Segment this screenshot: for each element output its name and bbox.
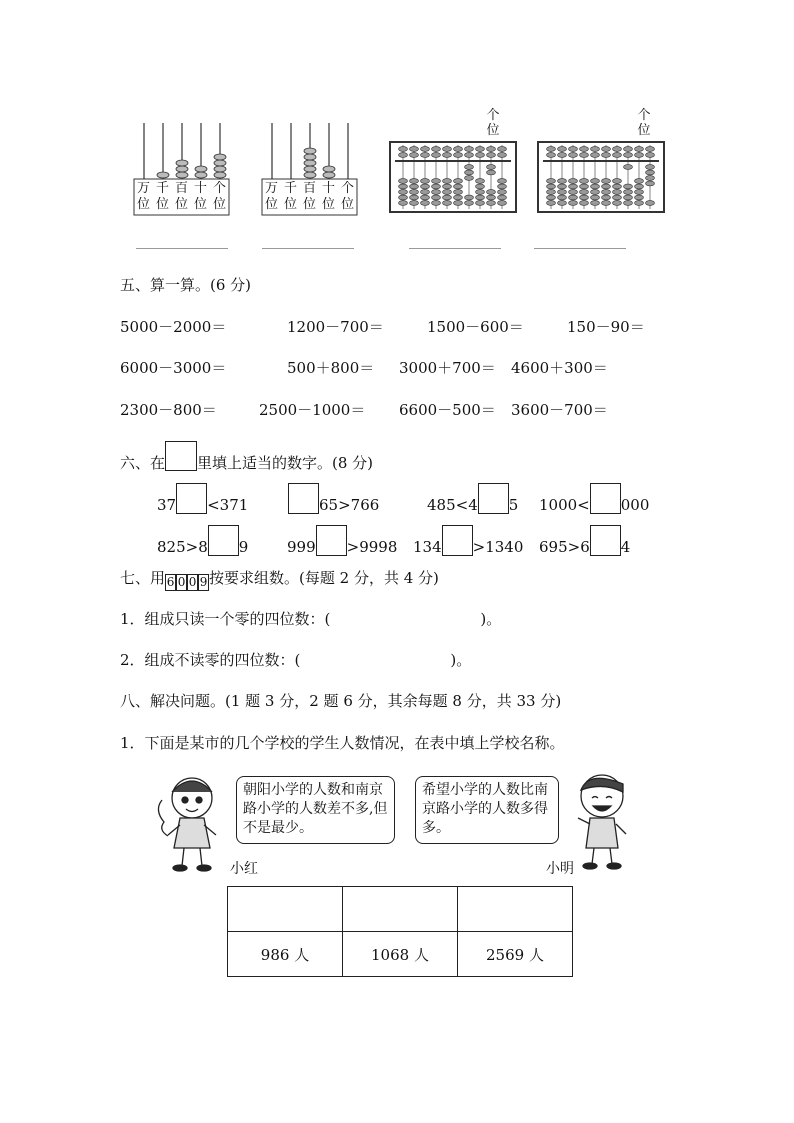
- count-cell: 1068 人: [343, 932, 458, 977]
- place-label: 万位: [136, 181, 150, 212]
- fill-box[interactable]: [176, 483, 207, 514]
- girl-illustration: [152, 770, 232, 875]
- title-part: 六、在: [120, 454, 166, 472]
- text: 825>8: [157, 538, 208, 556]
- school-table: [227, 886, 573, 977]
- school-name-cell[interactable]: [343, 887, 458, 932]
- text: 1000<: [539, 496, 590, 514]
- section-7-title: [120, 567, 439, 591]
- text: 1．组成只读一个零的四位数：(: [120, 610, 331, 628]
- fill-item: [287, 525, 397, 556]
- place-label: 十位: [321, 181, 335, 212]
- place-label: 百位: [174, 181, 188, 212]
- text: 485<4: [427, 496, 478, 514]
- school-name-cell[interactable]: [458, 887, 573, 932]
- section-5-title: 五、算一算。(6 分): [120, 276, 252, 294]
- digit-card: 9: [199, 575, 208, 589]
- calc-item: 1500－600＝: [427, 318, 524, 336]
- text: 65>766: [319, 496, 380, 514]
- counter-labels-1: [134, 181, 229, 213]
- speech-bubble-left: 朝阳小学的人数和南京路小学的人数差不多,但不是最少。: [236, 776, 395, 844]
- place-label: 十位: [193, 181, 207, 212]
- calc-item: 6600－500＝: [399, 401, 496, 419]
- table-row: [228, 887, 573, 932]
- fill-box[interactable]: [590, 525, 621, 556]
- section-6-title: [120, 441, 373, 473]
- fill-item: [413, 525, 523, 556]
- counter-labels-2: [262, 181, 357, 213]
- answer-line[interactable]: [409, 248, 501, 249]
- text: )。: [480, 610, 502, 628]
- text: 5: [508, 496, 519, 514]
- table-row: [228, 932, 573, 977]
- calc-item: 3600－700＝: [511, 401, 608, 419]
- question-7-1: [120, 608, 501, 629]
- school-name-cell[interactable]: [228, 887, 343, 932]
- question-7-2: [120, 649, 471, 670]
- abacus-label-1: 个位: [486, 108, 500, 138]
- abacus-2: [537, 141, 665, 213]
- text: 9: [238, 538, 249, 556]
- sample-box: [165, 441, 197, 471]
- section-8-title: 八、解决问题。(1 题 3 分，2 题 6 分，其余每题 8 分，共 33 分): [120, 692, 562, 710]
- text: 999: [287, 538, 316, 556]
- calc-item: 6000－3000＝: [120, 359, 227, 377]
- place-label: 个位: [340, 181, 354, 212]
- text: )。: [450, 651, 472, 669]
- calc-item: 150－90＝: [567, 318, 645, 336]
- place-label: 千位: [283, 181, 297, 212]
- place-label: 万位: [264, 181, 278, 212]
- fill-box[interactable]: [288, 483, 319, 514]
- count-cell: 986 人: [228, 932, 343, 977]
- fill-item: [539, 525, 630, 556]
- calc-item: 500＋800＝: [287, 359, 375, 377]
- fill-item: [427, 483, 518, 514]
- fill-item: [539, 483, 649, 514]
- text: 000: [620, 496, 650, 514]
- digit-card: 0: [177, 575, 186, 589]
- answer-line[interactable]: [136, 248, 228, 249]
- text: 2．组成不读零的四位数：(: [120, 651, 301, 669]
- calc-item: 3000＋700＝: [399, 359, 496, 377]
- text: 37: [157, 496, 177, 514]
- text: 4: [620, 538, 631, 556]
- name-left: 小红: [230, 861, 258, 877]
- count-cell: 2569 人: [458, 932, 573, 977]
- fill-box[interactable]: [442, 525, 473, 556]
- fill-item: [157, 525, 248, 556]
- text: >9998: [346, 538, 398, 556]
- text: >1340: [472, 538, 524, 556]
- answer-line[interactable]: [534, 248, 626, 249]
- answer-line[interactable]: [262, 248, 354, 249]
- title-part: 七、用: [120, 569, 166, 587]
- name-right: 小明: [546, 861, 574, 877]
- place-label: 百位: [302, 181, 316, 212]
- calc-item: 2300－800＝: [120, 401, 217, 419]
- abacus-label-2: 个位: [637, 108, 651, 138]
- text: 695>6: [539, 538, 590, 556]
- fill-item: [288, 483, 379, 514]
- title-part: 里填上适当的数字。(8 分): [197, 454, 374, 472]
- place-label: 千位: [155, 181, 169, 212]
- calc-item: 4600＋300＝: [511, 359, 608, 377]
- question-8-1: 1．下面是某市的几个学校的学生人数情况，在表中填上学校名称。: [120, 734, 565, 752]
- calc-item: 5000－2000＝: [120, 318, 227, 336]
- digit-card: 6: [166, 575, 175, 589]
- speech-bubble-right: 希望小学的人数比南京路小学的人数多得多。: [415, 776, 559, 844]
- calc-item: 1200－700＝: [287, 318, 384, 336]
- calc-item: 2500－1000＝: [259, 401, 366, 419]
- fill-item: [157, 483, 248, 514]
- fill-box[interactable]: [316, 525, 347, 556]
- abacus-1: [389, 141, 517, 213]
- fill-box[interactable]: [590, 483, 621, 514]
- text: 134: [413, 538, 442, 556]
- title-part: 按要求组数。(每题 2 分，共 4 分): [209, 569, 439, 587]
- text: <371: [207, 496, 249, 514]
- digit-card: 0: [188, 575, 197, 589]
- fill-box[interactable]: [478, 483, 509, 514]
- place-label: 个位: [212, 181, 226, 212]
- fill-box[interactable]: [208, 525, 239, 556]
